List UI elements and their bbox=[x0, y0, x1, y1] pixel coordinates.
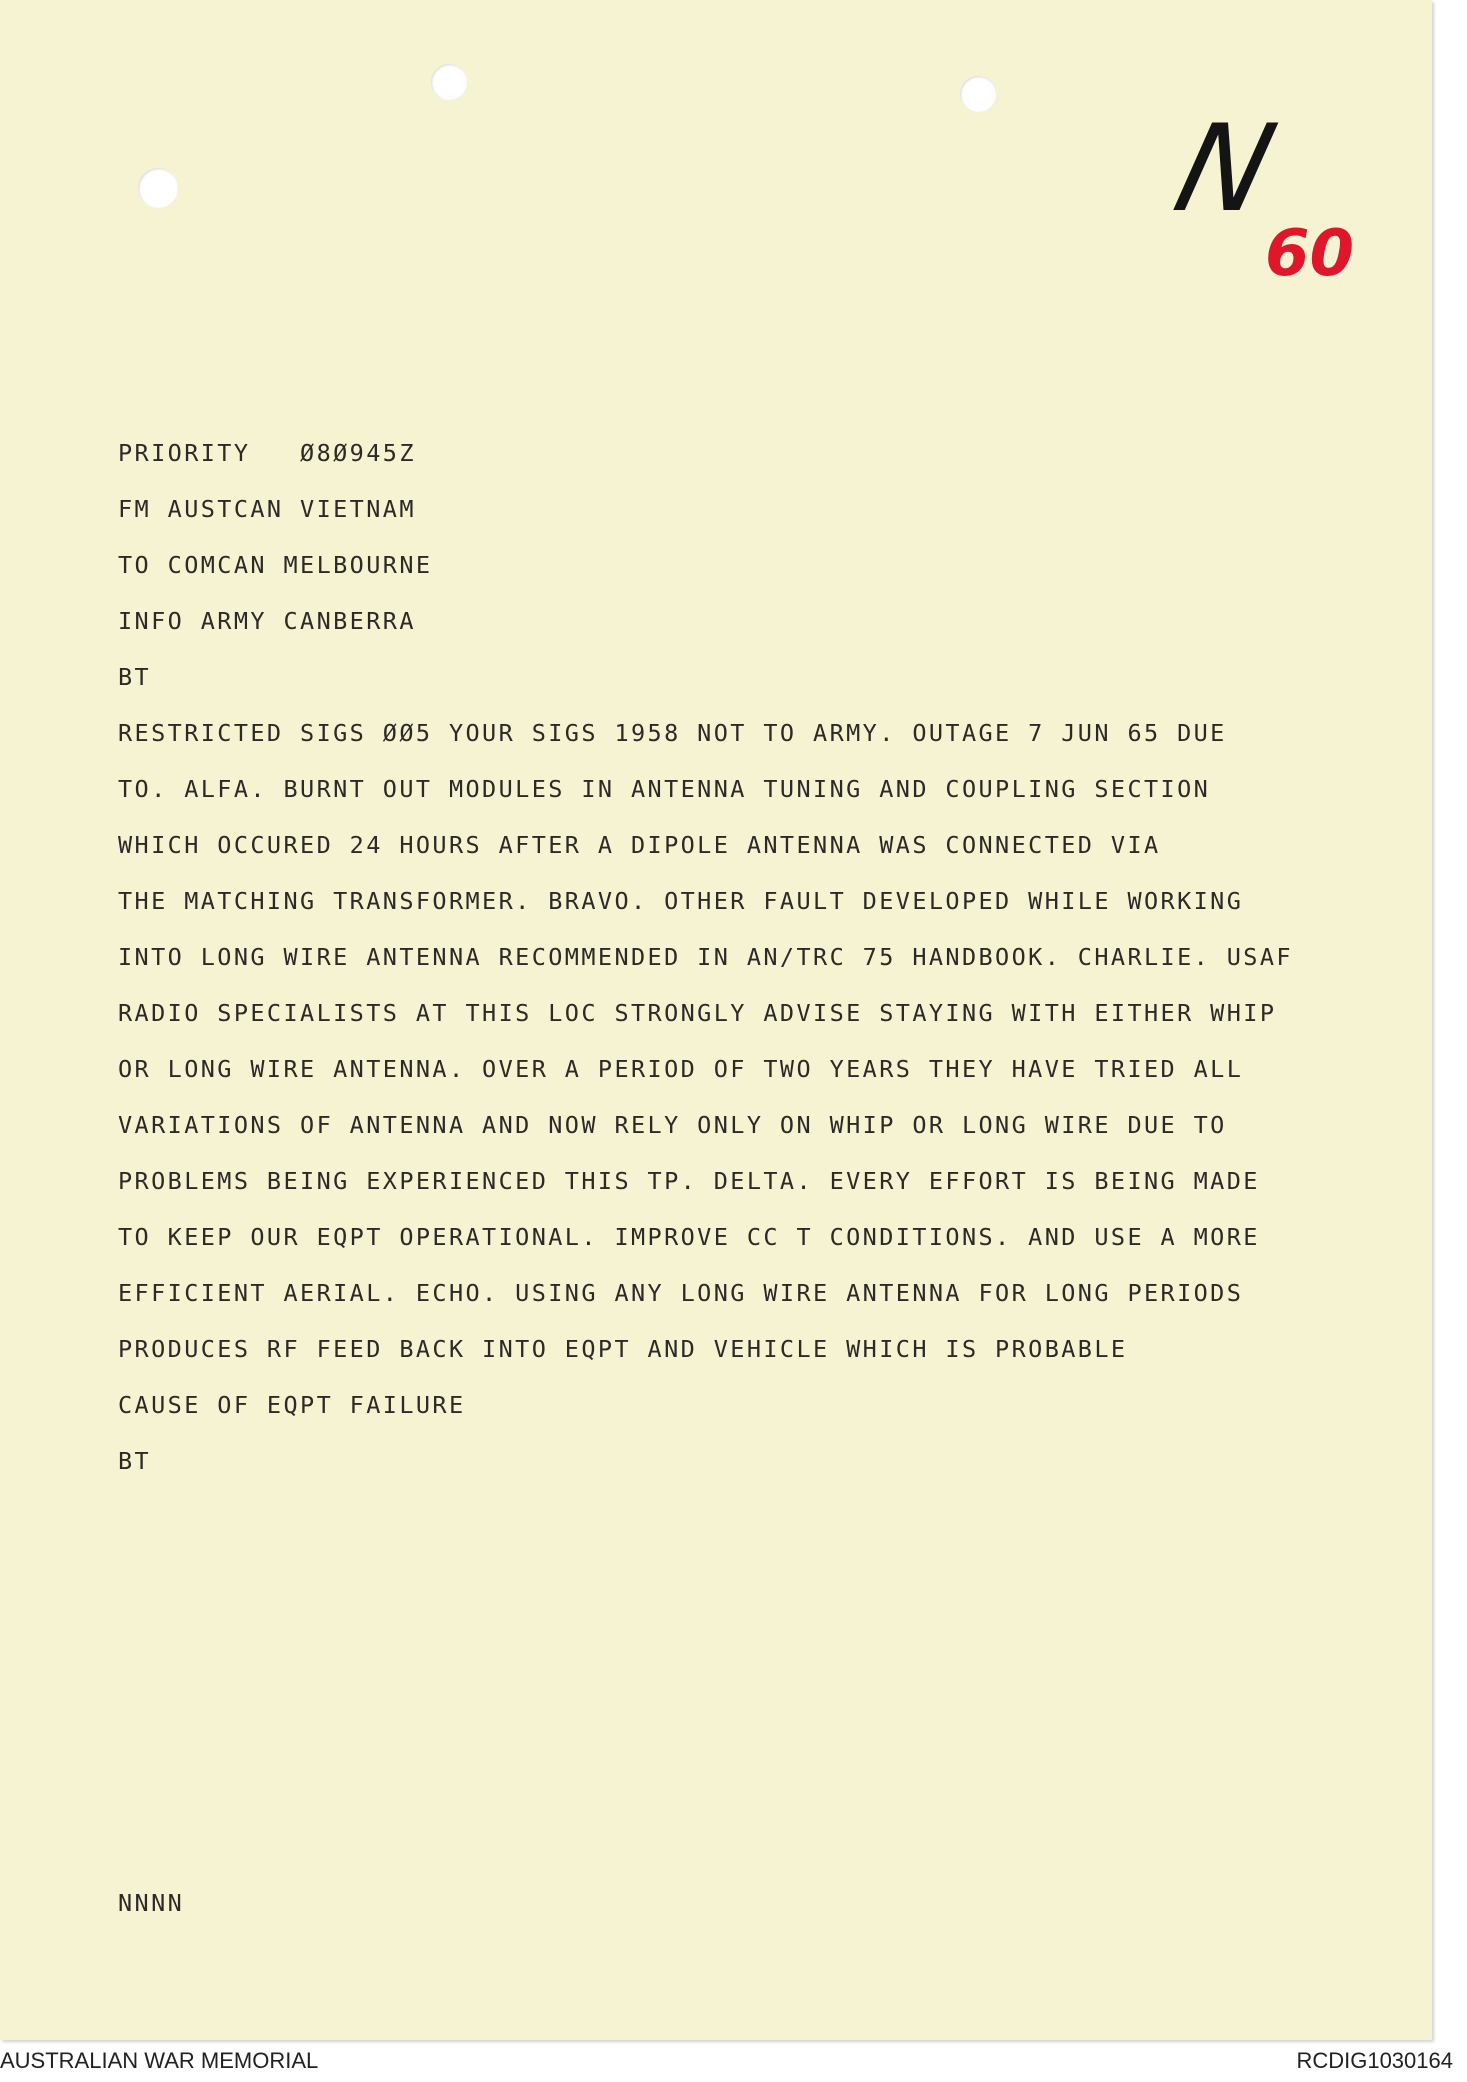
info-line: INFO ARMY CANBERRA bbox=[118, 607, 416, 635]
body-line: INTO LONG WIRE ANTENNA RECOMMENDED IN AN/TRC 75 HANDBOOK. CHARLIE. USAF bbox=[118, 943, 1293, 971]
body-line: THE MATCHING TRANSFORMER. BRAVO. OTHER FAULT DEVELOPED WHILE WORKING bbox=[118, 887, 1244, 915]
footer-institution: AUSTRALIAN WAR MEMORIAL bbox=[0, 2048, 319, 2073]
body-line: TO KEEP OUR EQPT OPERATIONAL. IMPROVE CC T CONDITIONS. AND USE A MORE bbox=[118, 1223, 1260, 1251]
punch-hole bbox=[138, 168, 178, 208]
to-line: TO COMCAN MELBOURNE bbox=[118, 551, 433, 579]
punch-hole bbox=[431, 64, 467, 100]
footer-record-id: RCDIG1030164 bbox=[1296, 2048, 1453, 2073]
break-end: BT bbox=[118, 1447, 152, 1475]
body-line: RADIO SPECIALISTS AT THIS LOC STRONGLY ADVISE STAYING WITH EITHER WHIP bbox=[118, 999, 1277, 1027]
body-line: WHICH OCCURED 24 HOURS AFTER A DIPOLE ANTENNA WAS CONNECTED VIA bbox=[118, 831, 1161, 859]
body-line: VARIATIONS OF ANTENNA AND NOW RELY ONLY ON WHIP OR LONG WIRE DUE TO bbox=[118, 1111, 1227, 1139]
body-line: PRODUCES RF FEED BACK INTO EQPT AND VEHICLE WHICH IS PROBABLE bbox=[118, 1335, 1128, 1363]
body-line: OR LONG WIRE ANTENNA. OVER A PERIOD OF TWO YEARS THEY HAVE TRIED ALL bbox=[118, 1055, 1244, 1083]
folio-number: 60 bbox=[1265, 217, 1355, 291]
body-line: RESTRICTED SIGS ØØ5 YOUR SIGS 1958 NOT TO ARMY. OUTAGE 7 JUN 65 DUE bbox=[118, 719, 1227, 747]
handwritten-annotation: N bbox=[1162, 100, 1288, 239]
break-start: BT bbox=[118, 663, 152, 691]
precedence-line: PRIORITY Ø8Ø945Z bbox=[118, 439, 416, 467]
body-line: EFFICIENT AERIAL. ECHO. USING ANY LONG WIRE ANTENNA FOR LONG PERIODS bbox=[118, 1279, 1244, 1307]
body-line: CAUSE OF EQPT FAILURE bbox=[118, 1391, 466, 1419]
from-line: FM AUSTCAN VIETNAM bbox=[118, 495, 416, 523]
body-line: TO. ALFA. BURNT OUT MODULES IN ANTENNA TUNING AND COUPLING SECTION bbox=[118, 775, 1211, 803]
body-line: PROBLEMS BEING EXPERIENCED THIS TP. DELTA. EVERY EFFORT IS BEING MADE bbox=[118, 1167, 1260, 1195]
punch-hole bbox=[960, 76, 996, 112]
end-of-message: NNNN bbox=[118, 1889, 185, 1917]
